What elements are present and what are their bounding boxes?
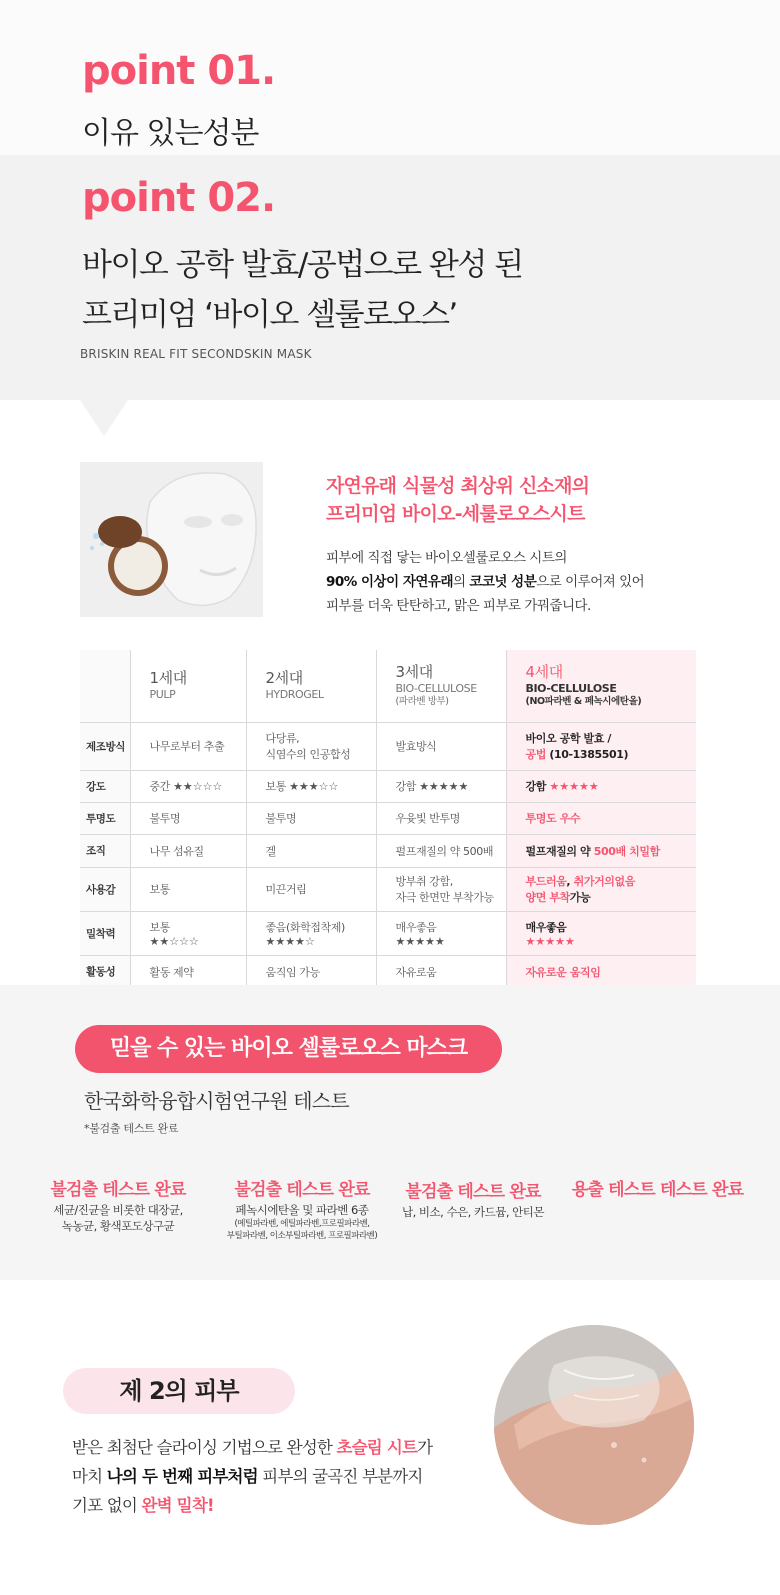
- table-row: [80, 834, 696, 867]
- star-rating: ★★★★★: [395, 934, 445, 948]
- row-label: 조직: [80, 834, 130, 867]
- table-cell: [246, 770, 376, 802]
- desc-text: 가: [417, 1438, 433, 1457]
- table-cell-highlight: [506, 770, 696, 802]
- second-skin-line3: [72, 1491, 432, 1520]
- table-cell: 우윳빛 반투명: [376, 802, 506, 834]
- table-row: [80, 802, 696, 834]
- natural-origin-emphasis: 90% 이상이 자연유래: [326, 574, 453, 590]
- table-cell: 보통: [130, 867, 246, 911]
- point-01-title: point 01.: [82, 48, 276, 94]
- skin-sheet-photo: [494, 1325, 694, 1525]
- desc-connector: 의: [453, 574, 470, 590]
- generation-comparison-table: [80, 650, 696, 989]
- table-cell-highlight: [506, 955, 696, 988]
- table-row: [80, 770, 696, 802]
- cell-text: 가능: [569, 891, 591, 904]
- test-note: *불검출 테스트 완료: [84, 1122, 179, 1135]
- table-row: [80, 722, 696, 770]
- table-cell-highlight: [506, 911, 696, 955]
- row-label: 강도: [80, 770, 130, 802]
- perfect-adhesion-emphasis: 완벽 밀착!: [141, 1496, 214, 1515]
- cell-line: 방부취 강함,: [395, 875, 453, 888]
- gen1-material: PULP: [149, 688, 176, 702]
- product-description-line2: [326, 570, 644, 594]
- product-description-line3: 피부를 더욱 탄탄하고, 맑은 피부로 가꿔줍니다.: [326, 598, 591, 614]
- test-result-detail: 페녹시에탄올 및 파라벤 6종: [235, 1203, 369, 1217]
- desc-text: 피부의 굴곡진 부분까지: [257, 1467, 423, 1486]
- test-result-title: 불검출 테스트 완료: [405, 1182, 541, 1202]
- table-cell-highlight: [506, 834, 696, 867]
- table-cell: 미끈거림: [246, 867, 376, 911]
- star-rating: ★★★★★: [525, 934, 575, 948]
- star-rating: ★★☆☆☆: [173, 780, 223, 793]
- table-cell: [246, 911, 376, 955]
- row-label: 밀착력: [80, 911, 130, 955]
- desc-text: 마치: [72, 1467, 107, 1486]
- second-skin-emphasis: 나의 두 번째 피부처럼: [106, 1467, 258, 1486]
- cell-line: 좋음(화학접착제): [265, 920, 345, 934]
- test-result-title: 불검출 테스트 완료: [234, 1180, 370, 1200]
- row-label: 제조방식: [80, 722, 130, 770]
- point-02-section: [0, 155, 780, 400]
- table-cell: 나무로부터 추출: [130, 722, 246, 770]
- gen3-label: 3세대: [395, 663, 433, 682]
- product-description-line1: 피부에 직접 닿는 바이오셀룰로오스 시트의: [326, 550, 567, 566]
- product-name-caption: BRISKIN REAL FIT SECONDSKIN MASK: [80, 347, 312, 361]
- cell-text: ,: [566, 875, 574, 888]
- table-cell: 나무 섬유질: [130, 834, 246, 867]
- cell-line: 자극 한면만 부착가능: [395, 891, 494, 904]
- table-cell: [376, 770, 506, 802]
- cell-line: 보통: [149, 920, 170, 934]
- table-cell: 자유로움: [376, 955, 506, 988]
- table-cell-highlight: [506, 802, 696, 834]
- test-result-2: [218, 1178, 386, 1242]
- cell-pink-text: 취가거의없음: [573, 875, 635, 888]
- cell-pink-text: 500배 치밀함: [593, 844, 660, 858]
- test-section: [0, 985, 780, 1280]
- gen3-material: BIO-CELLULOSE: [395, 682, 477, 696]
- table-cell-highlight: [506, 867, 696, 911]
- speech-notch: [80, 400, 128, 436]
- gen4-material: BIO-CELLULOSE: [525, 682, 617, 696]
- row-label: 사용감: [80, 867, 130, 911]
- second-skin-line2: [72, 1462, 432, 1491]
- point-02-headline: [82, 240, 523, 340]
- cell-text: 강함: [525, 780, 546, 793]
- star-rating: ★★★☆☆: [289, 780, 339, 793]
- product-description: [326, 546, 644, 618]
- cell-line: 매우좋음: [395, 920, 437, 934]
- cell-pink-text: 공법: [525, 748, 546, 761]
- table-cell: 발효방식: [376, 722, 506, 770]
- coconut-emphasis: 코코넛 성분: [469, 574, 537, 590]
- table-cell: 불투명: [246, 802, 376, 834]
- table-cell: [246, 722, 376, 770]
- table-row: [80, 867, 696, 911]
- gen4-label: 4세대: [525, 663, 563, 682]
- test-result-detail: 납, 비소, 수은, 카드뮴, 안티몬: [402, 1205, 544, 1219]
- header-gen4: [506, 650, 696, 722]
- test-result-3: [398, 1180, 548, 1220]
- table-cell: [376, 911, 506, 955]
- test-result-title: 불검출 테스트 완료: [50, 1180, 186, 1200]
- table-header-row: [80, 650, 696, 722]
- product-highlight-title-line2: 프리미엄 바이오-세룰로오스시트: [326, 503, 585, 525]
- table-row: [80, 955, 696, 988]
- test-result-subdetail: 부틸파라벤, 이소부틸파라벤, 프로필파라벤): [226, 1231, 378, 1241]
- table-cell: [130, 911, 246, 955]
- cell-line: 바이오 공학 발효 /: [525, 732, 611, 745]
- cell-text: 강함: [395, 780, 416, 793]
- row-label: 활동성: [80, 955, 130, 988]
- product-highlight-title: [326, 472, 589, 528]
- test-result-1: [40, 1178, 196, 1234]
- point-02-title: point 02.: [82, 175, 276, 221]
- second-skin-pill: 제 2의 피부: [63, 1368, 295, 1414]
- cell-line: [526, 873, 697, 889]
- table-corner: [80, 650, 130, 722]
- test-result-detail: 녹농균, 황색포도상구균: [61, 1219, 175, 1233]
- trust-pill-banner: 믿을 수 있는 바이오 셀룰로오스 마스크: [75, 1025, 502, 1073]
- product-highlight-title-line1: 자연유래 식물성 최상위 신소재의: [326, 475, 590, 497]
- second-skin-description: [72, 1433, 432, 1520]
- header-gen3: [376, 650, 506, 722]
- gen3-note: (파라벤 방부): [395, 696, 449, 708]
- cell-pink-text: 양면 부착: [525, 891, 570, 904]
- table-cell: 펄프재질의 약 500배: [376, 834, 506, 867]
- cell-line: 다당류,: [265, 732, 300, 745]
- test-result-4: [560, 1178, 755, 1202]
- cell-pink-text: 자유로운 움직임: [525, 965, 601, 979]
- table-row: [80, 911, 696, 955]
- cell-pink-text: 투명도 우수: [525, 812, 581, 825]
- second-skin-line1: [72, 1433, 432, 1462]
- cell-line: [526, 889, 697, 905]
- test-result-subdetail: (메틸파라벤, 에틸파라벤,프로필파라벤,: [234, 1219, 370, 1229]
- mask-coconut-illustration: [80, 462, 263, 617]
- table-cell: 불투명: [130, 802, 246, 834]
- header-gen1: [130, 650, 246, 722]
- test-result-detail: 세균/진균을 비롯한 대장균,: [53, 1203, 183, 1217]
- cell-text: 보통: [265, 780, 286, 793]
- header-gen2: [246, 650, 376, 722]
- star-rating: ★★☆☆☆: [149, 934, 199, 948]
- cell-line: [526, 746, 697, 762]
- point-02-headline-line2: 프리미엄 ‘바이오 셀룰로오스’: [82, 297, 457, 333]
- mask-coconut-image: [80, 462, 263, 617]
- desc-text: 기포 없이: [72, 1496, 142, 1515]
- gen4-note: (NO파라벤 & 페녹시에탄올): [525, 696, 642, 708]
- test-result-title: 용출 테스트 테스트 완료: [571, 1180, 744, 1200]
- table-cell: 움직임 가능: [246, 955, 376, 988]
- ultra-slim-emphasis: 초슬림 시트: [336, 1438, 418, 1457]
- star-rating: ★★★★★: [419, 780, 469, 793]
- cell-text: (10-1385501): [545, 748, 629, 761]
- table-cell: [130, 770, 246, 802]
- star-rating: ★★★★☆: [265, 934, 315, 948]
- star-rating: ★★★★★: [549, 780, 599, 793]
- gen2-label: 2세대: [265, 669, 303, 688]
- cell-text: 중간: [149, 780, 170, 793]
- gen2-material: HYDROGEL: [265, 688, 324, 702]
- gen1-label: 1세대: [149, 669, 187, 688]
- table-cell: [376, 867, 506, 911]
- point-01-section: [0, 0, 780, 155]
- cell-line: 매우좋음: [525, 920, 567, 934]
- table-cell-highlight: [506, 722, 696, 770]
- cell-line: 식염수의 인공합성: [265, 748, 351, 761]
- point-01-subtitle: 이유 있는성분: [82, 116, 259, 151]
- test-institute: 한국화학융합시험연구원 테스트: [84, 1089, 349, 1113]
- desc-tail: 으로 이루어져 있어: [536, 574, 645, 590]
- hand-with-sheet-illustration: [494, 1325, 694, 1525]
- cell-text: 펄프재질의 약: [525, 844, 594, 858]
- desc-text: 받은 최첨단 슬라이싱 기법으로 완성한: [72, 1438, 337, 1457]
- cell-pink-text: 부드러움: [525, 875, 567, 888]
- table-cell: 활동 제약: [130, 955, 246, 988]
- table-cell: 겔: [246, 834, 376, 867]
- row-label: 투명도: [80, 802, 130, 834]
- point-02-headline-line1: 바이오 공학 발효/공법으로 완성 된: [82, 247, 523, 283]
